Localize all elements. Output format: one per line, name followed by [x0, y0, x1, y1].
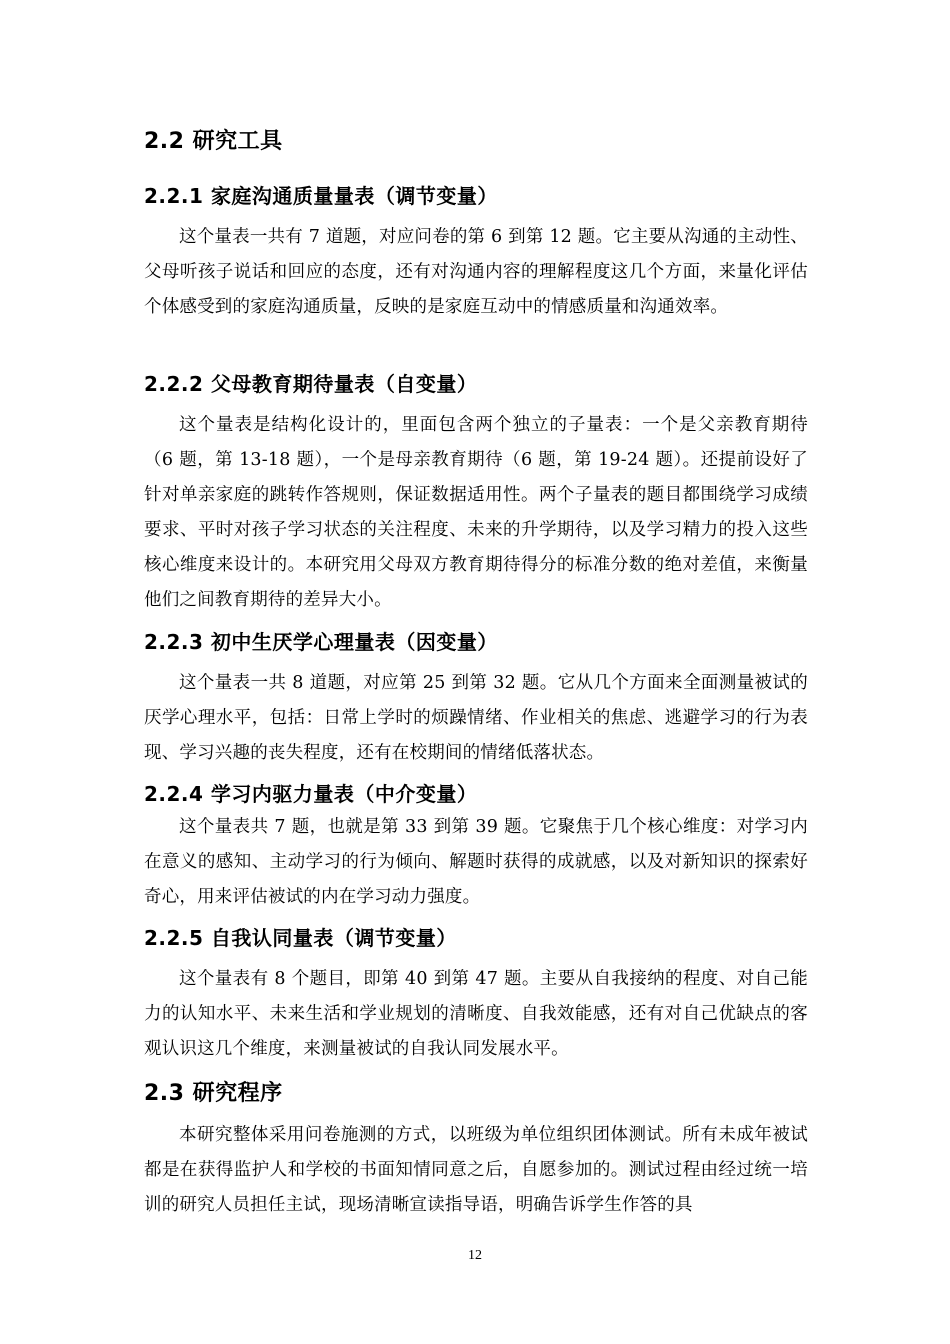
- paragraph-2-3: 本研究整体采用问卷施测的方式，以班级为单位组织团体测试。所有未成年被试都是在获得监护人和学校的书面知情同意之后，自愿参加的。测试过程由经过统一培训的研究人员担任主试，现场清晰宣读指导语，明确告诉学生作答的具: [144, 1125, 808, 1215]
- section-heading-2-2-2: 2.2.2 父母教育期待量表（自变量）: [144, 372, 478, 396]
- page-number: 12: [468, 1248, 482, 1263]
- section-heading-2-2-4: 2.2.4 学习内驱力量表（中介变量）: [144, 782, 478, 806]
- paragraph-2-2-5: 这个量表有 8 个题目，即第 40 到第 47 题。主要从自我接纳的程度、对自己能力的认知水平、未来生活和学业规划的清晰度、自我效能感，还有对自己优缺点的客观认识这几个维度，来测量被试的自我认同发展水平。: [144, 969, 808, 1059]
- paragraph-2-2-1: 这个量表一共有 7 道题，对应问卷的第 6 到第 12 题。它主要从沟通的主动性、父母听孩子说话和回应的态度，还有对沟通内容的理解程度这几个方面，来量化评估个体感受到的家庭沟通质量，反映的是家庭互动中的情感质量和沟通效率。: [144, 227, 808, 317]
- paragraph-2-2-3: 这个量表一共 8 道题，对应第 25 到第 32 题。它从几个方面来全面测量被试的厌学心理水平，包括：日常上学时的烦躁情绪、作业相关的焦虑、逃避学习的行为表现、学习兴趣的丧失程度，还有在校期间的情绪低落状态。: [144, 673, 808, 763]
- section-heading-2-2: 2.2 研究工具: [144, 129, 283, 154]
- section-heading-2-3: 2.3 研究程序: [144, 1081, 283, 1106]
- section-heading-2-2-5: 2.2.5 自我认同量表（调节变量）: [144, 926, 457, 950]
- paragraph-2-2-2: 这个量表是结构化设计的，里面包含两个独立的子量表：一个是父亲教育期待（6 题，第 13-18 题），一个是母亲教育期待（6 题，第 19-24 题）。还提前设好了针对单亲家庭的跳转作答规则，保证数据适用性。两个子量表的题目都围绕学习成绩要求、平时对孩子学习状态的关注程度、未来的升学期待，以及学习精力的投入这些核心维度来设计的。本研究用父母双方教育期待得分的标准分数的绝对差值，来衡量他们之间教育期待的差异大小。: [144, 415, 808, 610]
- section-heading-2-2-1: 2.2.1 家庭沟通质量量表（调节变量）: [144, 184, 498, 208]
- paragraph-2-2-4: 这个量表共 7 题，也就是第 33 到第 39 题。它聚焦于几个核心维度：对学习内在意义的感知、主动学习的行为倾向、解题时获得的成就感，以及对新知识的探索好奇心，用来评估被试的内在学习动力强度。: [144, 817, 808, 907]
- section-heading-2-2-3: 2.2.3 初中生厌学心理量表（因变量）: [144, 630, 498, 654]
